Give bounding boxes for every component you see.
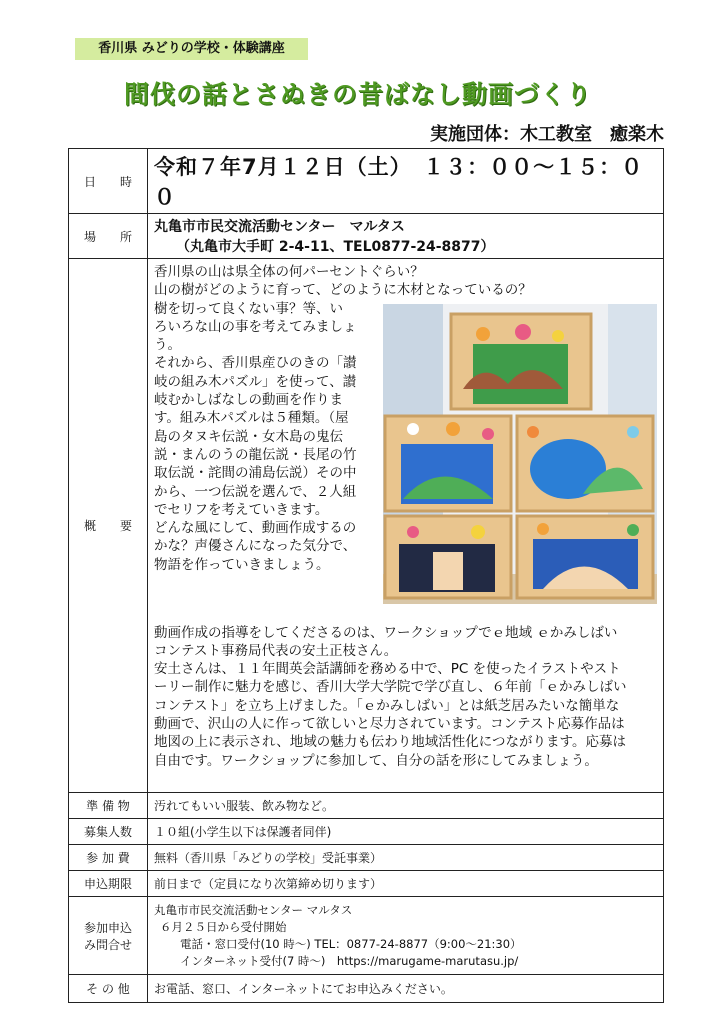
- place-cell: [148, 214, 664, 259]
- summary-line: 物語を作っていきましょう。: [154, 556, 330, 573]
- apply-start: ６月２５日から受付開始: [160, 919, 287, 934]
- apply-phone: 電話・窓口受付(10 時〜) TEL：0877-24-8877（9:00〜21:30）: [180, 936, 522, 951]
- summary-line: コンテスト事務局代表の安土正枝さん。: [154, 642, 398, 659]
- summary-line: ろいろな山の事を考えてみましょ: [154, 318, 357, 335]
- wooden-puzzle-photo: [383, 304, 657, 604]
- summary-line: から、一つ伝説を選んで、２人組: [154, 483, 357, 500]
- prep-value: 汚れてもいい服装、飲み物など。: [148, 793, 664, 819]
- place-label: 場 所: [69, 214, 148, 259]
- summary-line: ーリー制作に魅力を感じ、香川大学大学院で学び直し、６年前「ｅかみしばい: [154, 679, 627, 696]
- summary-line: 島のタヌキ伝説・女木島の鬼伝: [154, 428, 343, 445]
- fee-label: 参 加 費: [69, 845, 148, 871]
- date-cell: [148, 149, 664, 214]
- summary-line: 香川県の山は県全体の何パーセントぐらい？: [154, 264, 424, 280]
- date-label: 日 時: [69, 149, 148, 214]
- summary-line: う。: [154, 337, 181, 354]
- summary-line: 取伝説・詫間の浦島伝説）その中: [154, 465, 357, 482]
- page-title: 間伐の話とさぬきの昔ばなし動画づくり: [123, 80, 592, 109]
- summary-label: 概 要: [69, 259, 148, 793]
- deadline-value: 前日まで（定員になり次第締め切ります）: [148, 871, 664, 897]
- other-value: お電話、窓口、インターネットにてお申込みください。: [148, 975, 664, 1003]
- summary-line: コンテスト」を立ち上げました。「ｅかみしばい」とは紙芝居みたいな簡単な: [154, 697, 620, 714]
- summary-line: 動画で、沢山の人に作って欲しいと尽力されています。コンテスト応募作品は: [154, 716, 625, 733]
- fee-value: 無料（香川県「みどりの学校」受託事業）: [148, 845, 664, 871]
- apply-label: 参加申込 み問合せ: [69, 897, 148, 975]
- place-name: 丸亀市市民交流活動センター マルタス: [154, 219, 405, 235]
- summary-line: す。組み木パズルは５種類。（屋: [154, 410, 349, 427]
- summary-line: 動画作成の指導をしてくださるのは、ワークショップでｅ地域 ｅかみしばい: [154, 624, 618, 641]
- summary-intro: [154, 263, 657, 300]
- date-value: 令和７年7月１２日（土） １３：００〜１５：００: [154, 155, 644, 209]
- other-label: そ の 他: [69, 975, 148, 1003]
- summary-line: それから、香川県産ひのきの「讃: [154, 355, 357, 372]
- summary-line: 岐の組み木パズル」を使って、讃: [154, 373, 357, 390]
- summary-line: 説・まんのうの龍伝説・長尾の竹: [154, 446, 357, 463]
- summary-line: どんな風にして、動画作成するの: [154, 520, 357, 537]
- apply-cell: [148, 897, 664, 975]
- summary-line: 安土さんは、１１年間英会話講師を務める中で、PC を使ったイラストやスト: [154, 661, 621, 678]
- summary-line: 岐むかしばなしの動画を作りま: [154, 392, 343, 409]
- program-tag: 香川県 みどりの学校・体験講座: [75, 38, 308, 60]
- summary-cell: [148, 259, 664, 793]
- summary-line: 地図の上に表示され、地域の魅力も伝わり地域活性化につながります。応募は: [154, 734, 626, 751]
- prep-label: 準 備 物: [69, 793, 148, 819]
- summary-line: 樹を切って良くない事？等、い: [154, 300, 343, 317]
- apply-internet: インターネット受付(7 時〜) https://marugame-marutasu.jp/: [180, 953, 519, 968]
- summary-instructor: [154, 610, 657, 770]
- wooden-puzzle-image: [383, 304, 657, 604]
- summary-line: 自由です。ワークショップに参加して、自分の話を形にしてみましょう。: [154, 752, 598, 769]
- place-address: （丸亀市大手町 2-4-11、TEL0877-24-8877）: [176, 239, 495, 255]
- info-table: [68, 148, 664, 1003]
- deadline-label: 申込期限: [69, 871, 148, 897]
- summary-line: でセリフを考えていきます。: [154, 501, 329, 518]
- capacity-value: １０組(小学生以下は保護者同伴): [148, 819, 664, 845]
- apply-venue: 丸亀市市民交流活動センター マルタス: [154, 902, 353, 917]
- summary-line: 山の樹がどのように育って、どのように木材となっているの？: [154, 282, 532, 299]
- capacity-label: 募集人数: [69, 819, 148, 845]
- summary-line: かな？声優さんになった気分で、: [154, 538, 357, 555]
- organizer: 実施団体：木工教室 癒楽木: [430, 124, 664, 145]
